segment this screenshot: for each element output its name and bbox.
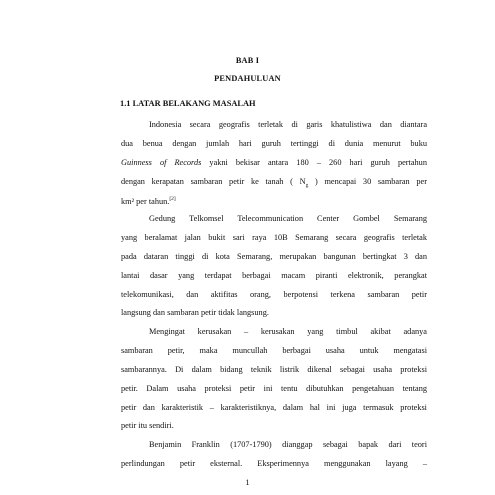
paragraph-line: telekomunikasi, dan aktifitas orang, berpotensi terkena sambaran petir [121,290,427,299]
paragraph-line [121,194,176,205]
chapter-title: PENDAHULUAN [214,74,281,83]
line-text: yakni bekisar antara 180 – 260 hari guruh pertahun [201,158,427,167]
book-title: Guinness of Records [121,158,202,167]
line-text: dengan kerapatan sambaran petir ke tanah ( N [121,177,306,186]
paragraph-line: dua benua dengan jumlah hari guruh tertinggi di dunia menurut buku [121,139,427,148]
paragraph-line: sambarannya. Di dalam bidang teknik listrik dikenal sebagai usaha proteksi [121,365,427,374]
paragraph-line: Mengingat kerusakan – kerusakan yang timbul akibat adanya [149,327,427,336]
paragraph-line: yang beralamat jalan bukit sari raya 10B Semarang secara geografis terletak [121,233,427,242]
paragraph-line: petir itu sendiri. [121,421,174,430]
page-number: 1 [245,478,250,487]
paragraph-line: perlindungan petir eksternal. Eksperimennya menggunakan layang – [121,459,427,468]
paragraph-line: pada dataran tinggi di kota Semarang, merupakan bangunan bertingkat 3 dan [121,252,427,261]
paragraph-line [121,176,427,187]
paragraph-line [121,157,427,168]
chapter-number: BAB I [235,56,260,65]
citation: [2] [169,196,176,202]
paragraph-line: lantai dasar yang terdapat berbagai macam piranti elektronik, perangkat [121,271,427,280]
paragraph-line: langsung dan sambaran petir tidak langsung. [121,308,269,317]
paragraph-line: petir dan karakteristik – karakteristiknya, dalam hal ini juga termasuk proteksi [121,403,427,412]
line-text: km² per tahun. [121,196,170,206]
section-heading: 1.1 LATAR BELAKANG MASALAH [120,99,256,108]
paragraph-line: Gedung Telkomsel Telecommunication Center Gombel Semarang [149,214,427,223]
paragraph-line: petir. Dalam usaha proteksi petir ini tentu dibutuhkan pengetahuan tentang [121,384,427,393]
paragraph-line: Benjamin Franklin (1707-1790) dianggap sebagai bapak dari teori [149,440,427,449]
subscript: g [305,182,309,189]
paragraph-line: Indonesia secara geografis terletak di garis khatulistiwa dan diantara [149,120,427,129]
line-text: ) mencapai 30 sambaran per [308,177,427,186]
paragraph-line: sambaran petir, maka muncullah berbagai usaha untuk mengatasi [121,346,427,355]
